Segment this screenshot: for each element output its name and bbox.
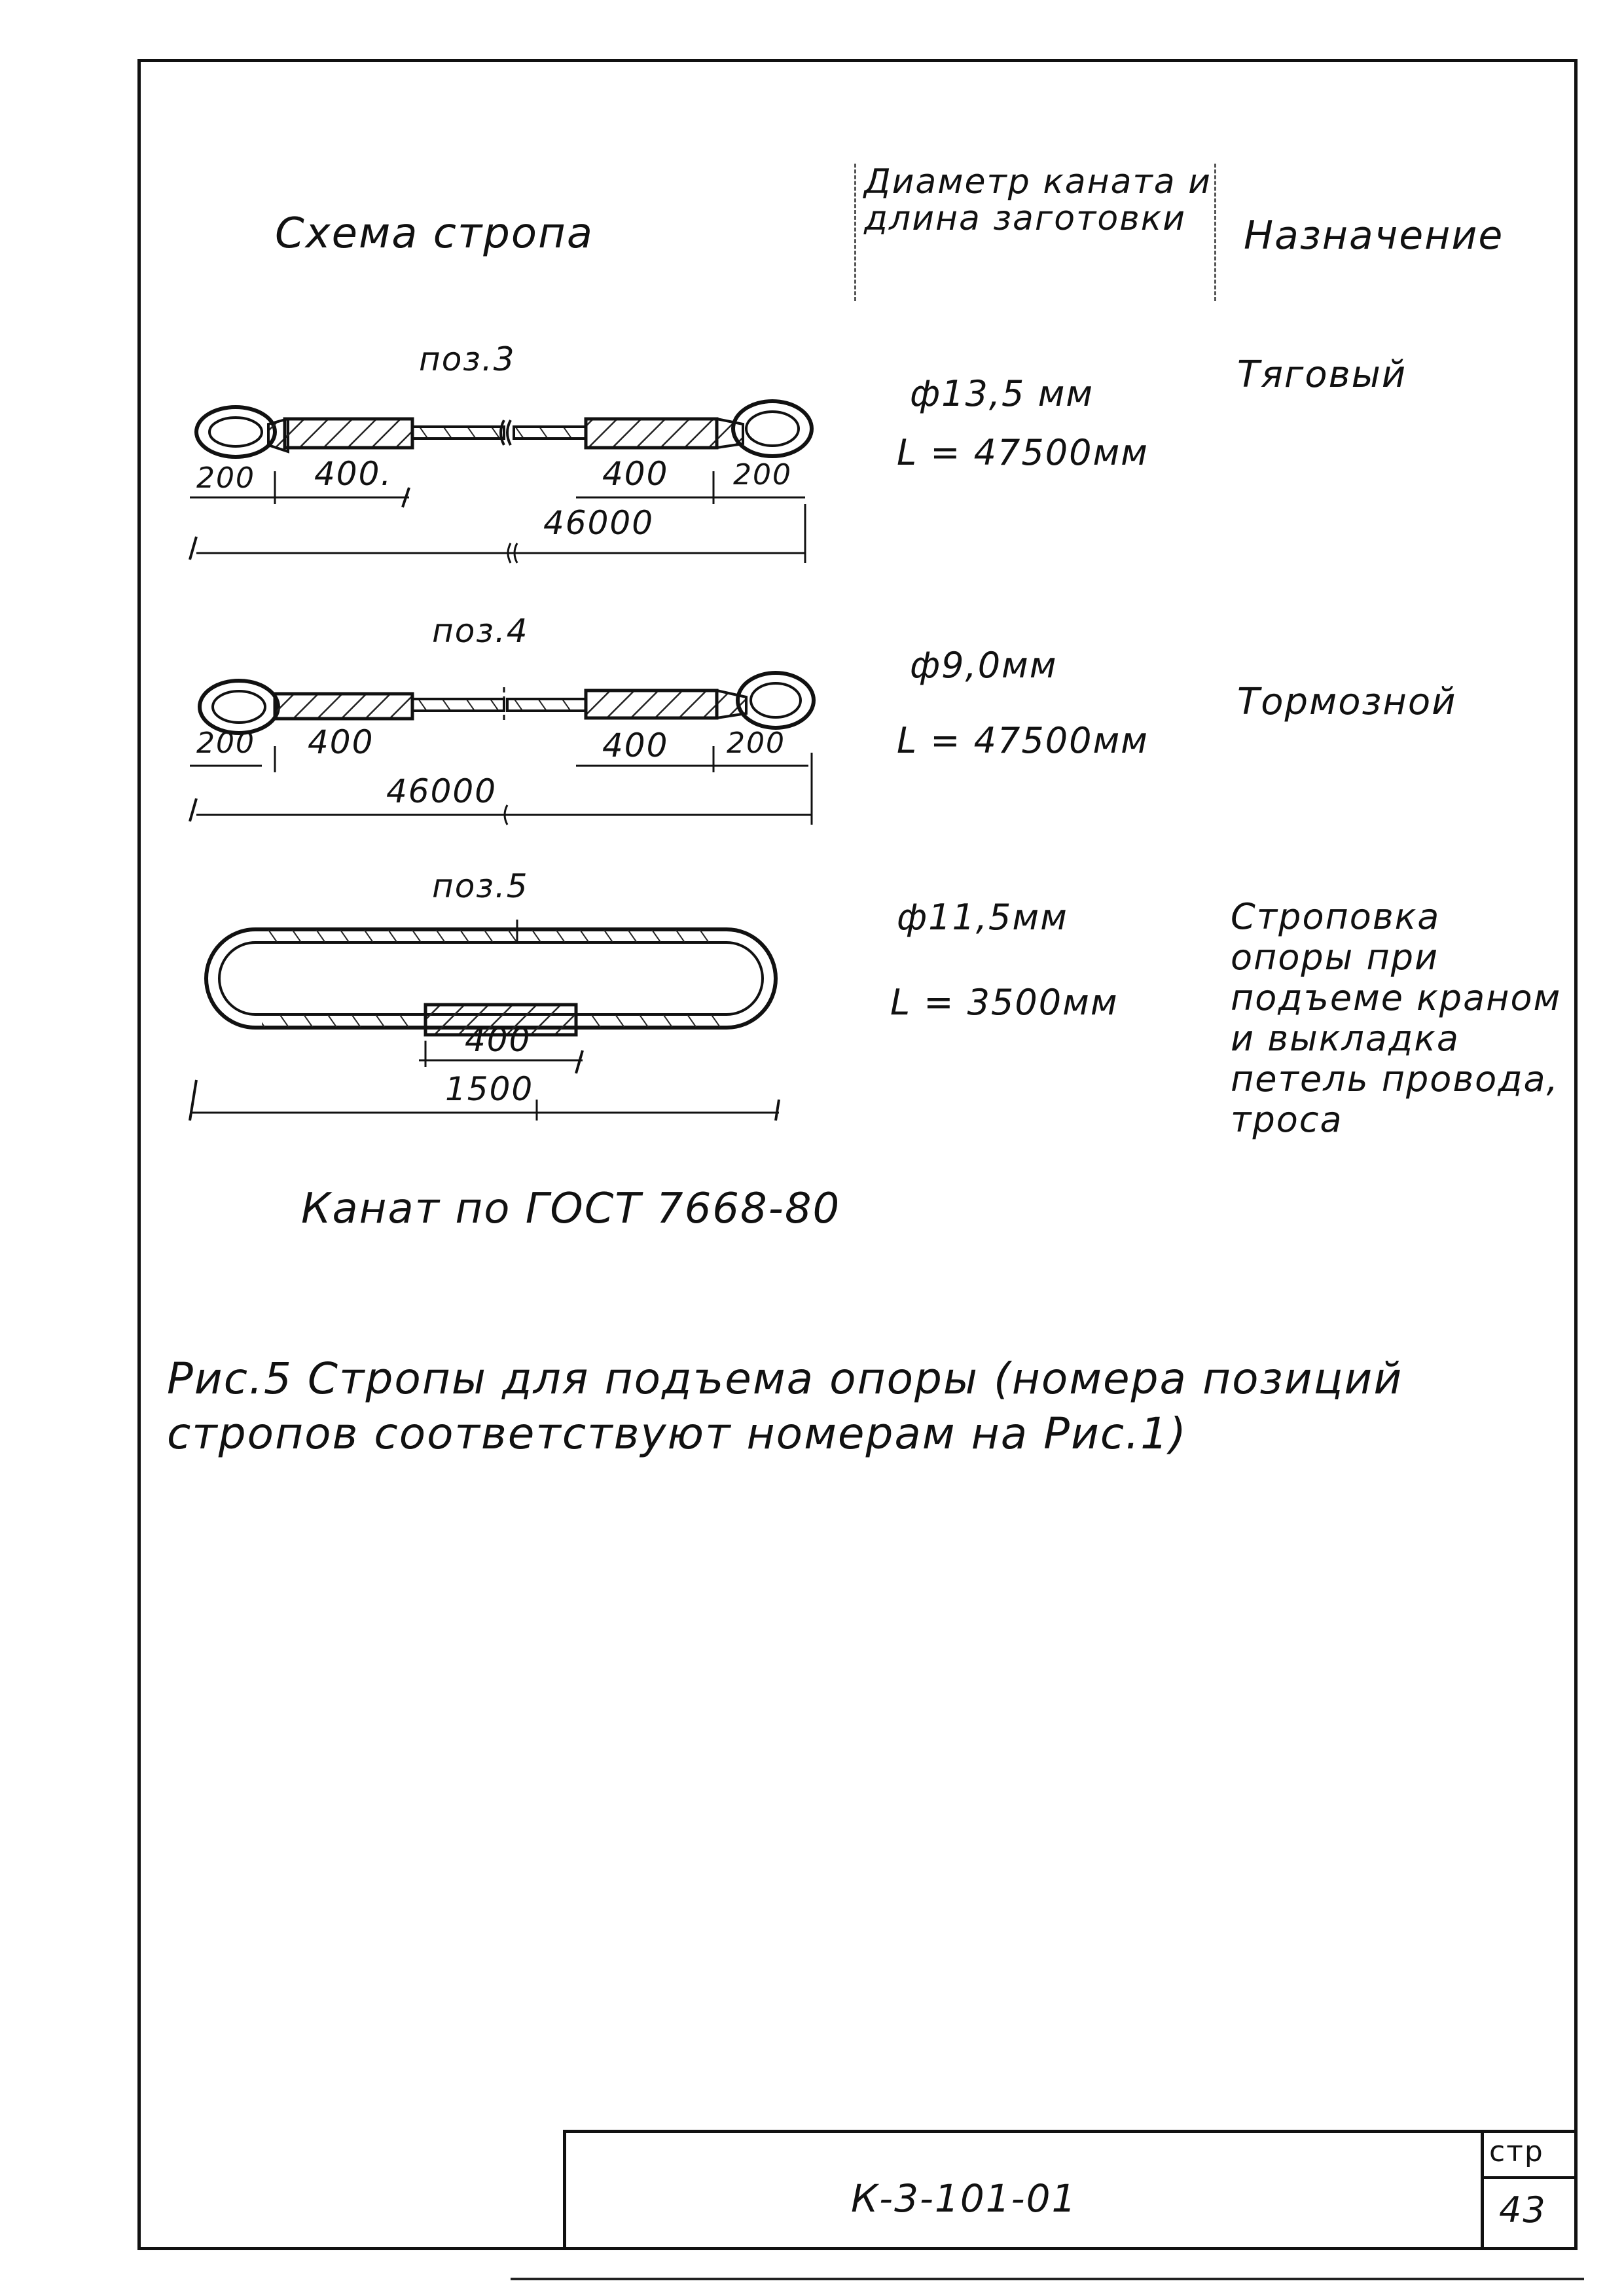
title-block-page-divider [1481,2176,1578,2179]
sling-pos3-dim-right-eye: 200 [733,458,792,492]
sling-pos5-diameter: ф11,5мм [897,897,1068,938]
sling-pos4-dim-right-eye: 200 [727,726,785,760]
sling-pos4-drawing [190,673,814,825]
sling-pos3-dim-left-splice: 400. [314,455,393,493]
sling-pos4-dim-left-splice: 400 [308,723,374,761]
sling-pos3-dim-total: 46000 [543,504,655,542]
rope-standard-note: Канат по ГОСТ 7668-80 [301,1185,841,1233]
header-diameter: Диаметр каната и длина заготовки [864,162,1212,238]
sling-pos3-drawing [190,401,812,563]
page-number: 43 [1499,2189,1547,2231]
header-purpose: Назначение [1244,213,1504,259]
sling-pos4-label: поз.4 [432,612,529,650]
header-schema: Схема стропа [275,209,594,258]
sling-pos5-length: L = 3500мм [890,982,1119,1023]
sling-pos4-diameter: ф9,0мм [910,645,1058,686]
sling-pos4-dim-right-splice: 400 [602,726,669,764]
sling-pos5-label: поз.5 [432,867,529,905]
sling-pos5-dim-total: 1500 [445,1070,534,1108]
bottom-rule [511,2278,1584,2280]
sling-pos3-diameter: ф13,5 мм [910,373,1094,414]
sling-pos3-length: L = 47500мм [897,432,1149,473]
sling-pos5-purpose: Строповка опоры при подъеме краном и выкладка петель провода, троса [1231,896,1562,1140]
figure-caption: Рис.5 Стропы для подъема опоры (номера позиций стропов соответствуют номерам на Рис.1) [167,1354,1403,1459]
sling-pos3-dim-right-splice: 400 [602,455,669,493]
sling-pos3-label: поз.3 [419,340,516,378]
title-block-divider [1481,2130,1484,2250]
sling-pos5-dim-splice: 400 [465,1021,532,1059]
sling-pos3-purpose: Тяговый [1237,353,1407,396]
sling-pos4-dim-total: 46000 [386,772,497,810]
page-label: стр [1489,2135,1544,2168]
sling-pos4-dim-left-eye: 200 [196,726,255,760]
document-code: К-3-101-01 [851,2176,1077,2221]
sling-pos3-dim-left-eye: 200 [196,461,255,495]
sling-pos4-purpose: Тормозной [1237,681,1457,723]
sling-pos4-length: L = 47500мм [897,720,1149,761]
